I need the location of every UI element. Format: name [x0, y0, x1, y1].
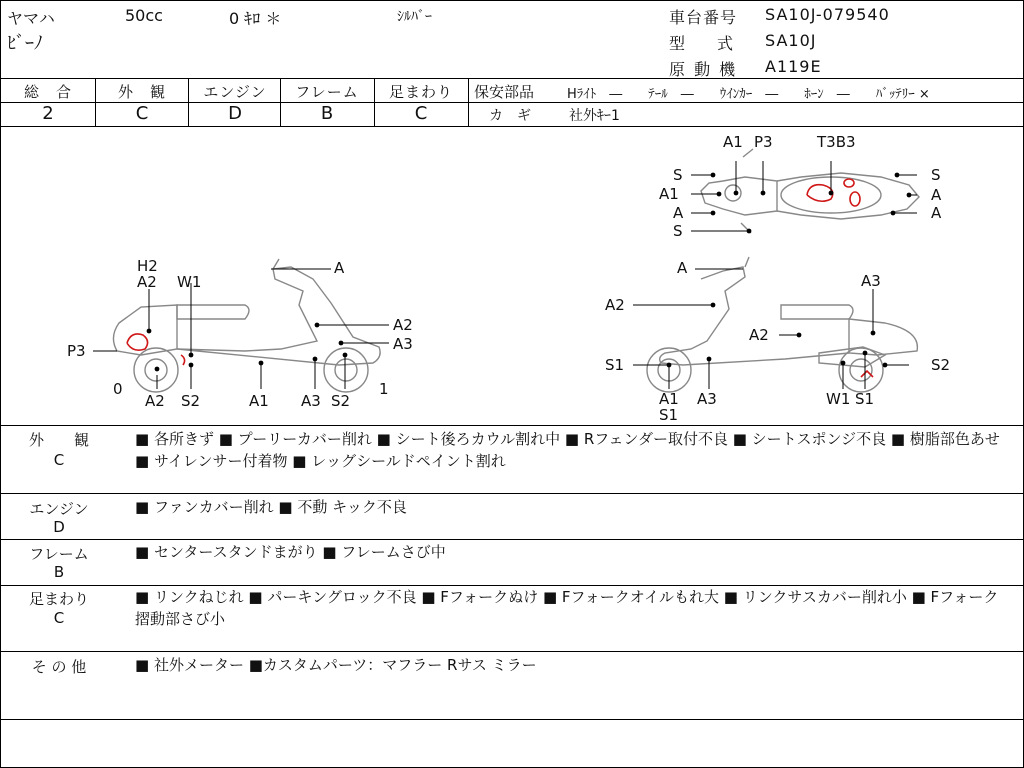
leader-lines — [93, 161, 917, 389]
engine-label: 原 動 機 — [669, 60, 738, 79]
top-label-a1: A1 — [723, 133, 743, 151]
top-label-t3b3: T3B3 — [817, 133, 856, 151]
top-label-p3: P3 — [754, 133, 773, 151]
section-text-engine: ■ ファンカバー削れ ■ 不動 キック不良 — [135, 498, 407, 516]
divider — [468, 78, 469, 126]
left-label-p3: P3 — [67, 342, 86, 360]
top-label-a-right-2: A — [931, 204, 942, 222]
damage-marks-top — [807, 179, 860, 206]
section-label-exterior: 外 観 — [28, 431, 89, 449]
section-text-exterior: ■ 各所きず ■ プーリーカバー削れ ■ シート後ろカウル割れ中 ■ Rフェンダー取付不良 ■ シートスポンジ不良 ■ 樹脂部色あせ ■ サイレンサー付着物 ■ レッグシールドペイント割れ — [135, 430, 1000, 470]
left-label-s2-bottom-2: S2 — [331, 392, 351, 410]
divider — [1, 493, 1023, 494]
top-label-a1-left: A1 — [659, 185, 679, 203]
section-text-other: ■ 社外メーター ■カスタムパーツ：マフラー Rサス ミラー — [135, 656, 537, 674]
type-label: 型 式 — [669, 34, 734, 53]
left-label-a3-right: A3 — [393, 335, 413, 353]
left-label-s2-bottom: S2 — [181, 392, 201, 410]
top-label-s-left: S — [673, 166, 683, 184]
engine-value: A119E — [765, 57, 822, 76]
section-label-other: そ の 他 — [31, 658, 87, 676]
safety-items: Hﾗｲﾄ ― ﾃｰﾙ ― ｳｲﾝｶｰ ― ﾎｰﾝ ― ﾊﾞｯﾃﾘｰ × — [567, 87, 930, 102]
left-label-h2: H2 — [137, 257, 158, 275]
grade-exterior: C — [135, 103, 149, 124]
grade-suspension: C — [414, 103, 428, 124]
right-label-a1-bottom: A1 — [659, 390, 679, 408]
right-label-s1-bottom-2: S1 — [855, 390, 875, 408]
left-label-one: 1 — [379, 380, 389, 398]
grade-label-total: 総 合 — [23, 83, 72, 101]
right-label-w1-bottom: W1 — [826, 390, 851, 408]
grade-frame: B — [320, 103, 334, 124]
safety-label: 保安部品 — [474, 83, 535, 101]
grade-label-suspension: 足まわり — [388, 83, 453, 101]
left-label-w1: W1 — [177, 273, 202, 291]
section-grade-suspension: C — [53, 609, 65, 627]
top-label-a-right: A — [931, 186, 942, 204]
section-label-frame: フレーム — [29, 545, 89, 563]
left-label-a3-bottom: A3 — [301, 392, 321, 410]
grade-label-frame: フレーム — [295, 83, 359, 101]
divider — [1, 719, 1023, 720]
left-label-a2-top: A2 — [137, 273, 157, 291]
damage-diagram — [1, 127, 1023, 425]
displacement: 50cc — [125, 6, 163, 25]
right-label-a-top: A — [677, 259, 688, 277]
frame-no: SA10J-079540 — [765, 5, 890, 24]
divider — [1, 651, 1023, 652]
grade-label-exterior: 外 観 — [117, 83, 166, 101]
grade-label-engine: エンジン — [203, 83, 267, 101]
right-label-a2-left: A2 — [605, 296, 625, 314]
color: ｼﾙﾊﾞｰ — [397, 9, 432, 25]
right-label-a2-mid: A2 — [749, 326, 769, 344]
divider — [468, 102, 1023, 103]
top-label-s-lower: S — [673, 222, 683, 240]
section-text-frame: ■ センタースタンドまがり ■ フレームさび中 — [135, 543, 446, 561]
type-value: SA10J — [765, 31, 817, 50]
grade-engine: D — [228, 103, 242, 124]
grade-total: 2 — [42, 103, 54, 124]
diagram-labels — [67, 133, 950, 424]
left-label-a-top: A — [334, 259, 345, 277]
marker-dots — [147, 173, 912, 372]
divider — [1, 425, 1023, 426]
left-label-a1-bottom: A1 — [249, 392, 269, 410]
scooter-top-view — [701, 149, 919, 233]
section-grade-exterior: C — [53, 451, 65, 469]
mileage: 0 ｷﾛ ＊ — [229, 9, 282, 28]
frame-no-label: 車台番号 — [669, 8, 738, 27]
divider — [1, 78, 1023, 79]
right-label-s1-bottom: S1 — [659, 406, 679, 424]
section-grade-engine: D — [53, 518, 65, 536]
section-text-suspension: ■ リンクねじれ ■ パーキングロック不良 ■ Fフォークぬけ ■ Fフォークオイルもれ大 ■ リンクサスカバー削れ小 ■ Fフォーク摺動部さび小 — [135, 588, 999, 628]
left-label-zero: 0 — [113, 380, 123, 398]
section-label-suspension: 足まわり — [28, 590, 89, 608]
maker: ヤマハ — [7, 9, 55, 28]
top-label-s-right: S — [931, 166, 941, 184]
left-label-a2-right: A2 — [393, 316, 413, 334]
right-label-a3-bottom: A3 — [697, 390, 717, 408]
right-label-s1-left: S1 — [605, 356, 625, 374]
divider — [1, 539, 1023, 540]
section-label-engine: エンジン — [29, 500, 89, 518]
key-label: カ ギ — [489, 108, 531, 124]
right-label-s2-right: S2 — [931, 356, 951, 374]
left-label-a2-bottom: A2 — [145, 392, 165, 410]
section-grade-frame: B — [53, 563, 65, 581]
top-label-a-left: A — [673, 204, 684, 222]
key-value: 社外ｷｰ1 — [569, 108, 620, 124]
model-name: ﾋﾞｰﾉ — [7, 33, 43, 54]
right-label-a3-top: A3 — [861, 272, 881, 290]
